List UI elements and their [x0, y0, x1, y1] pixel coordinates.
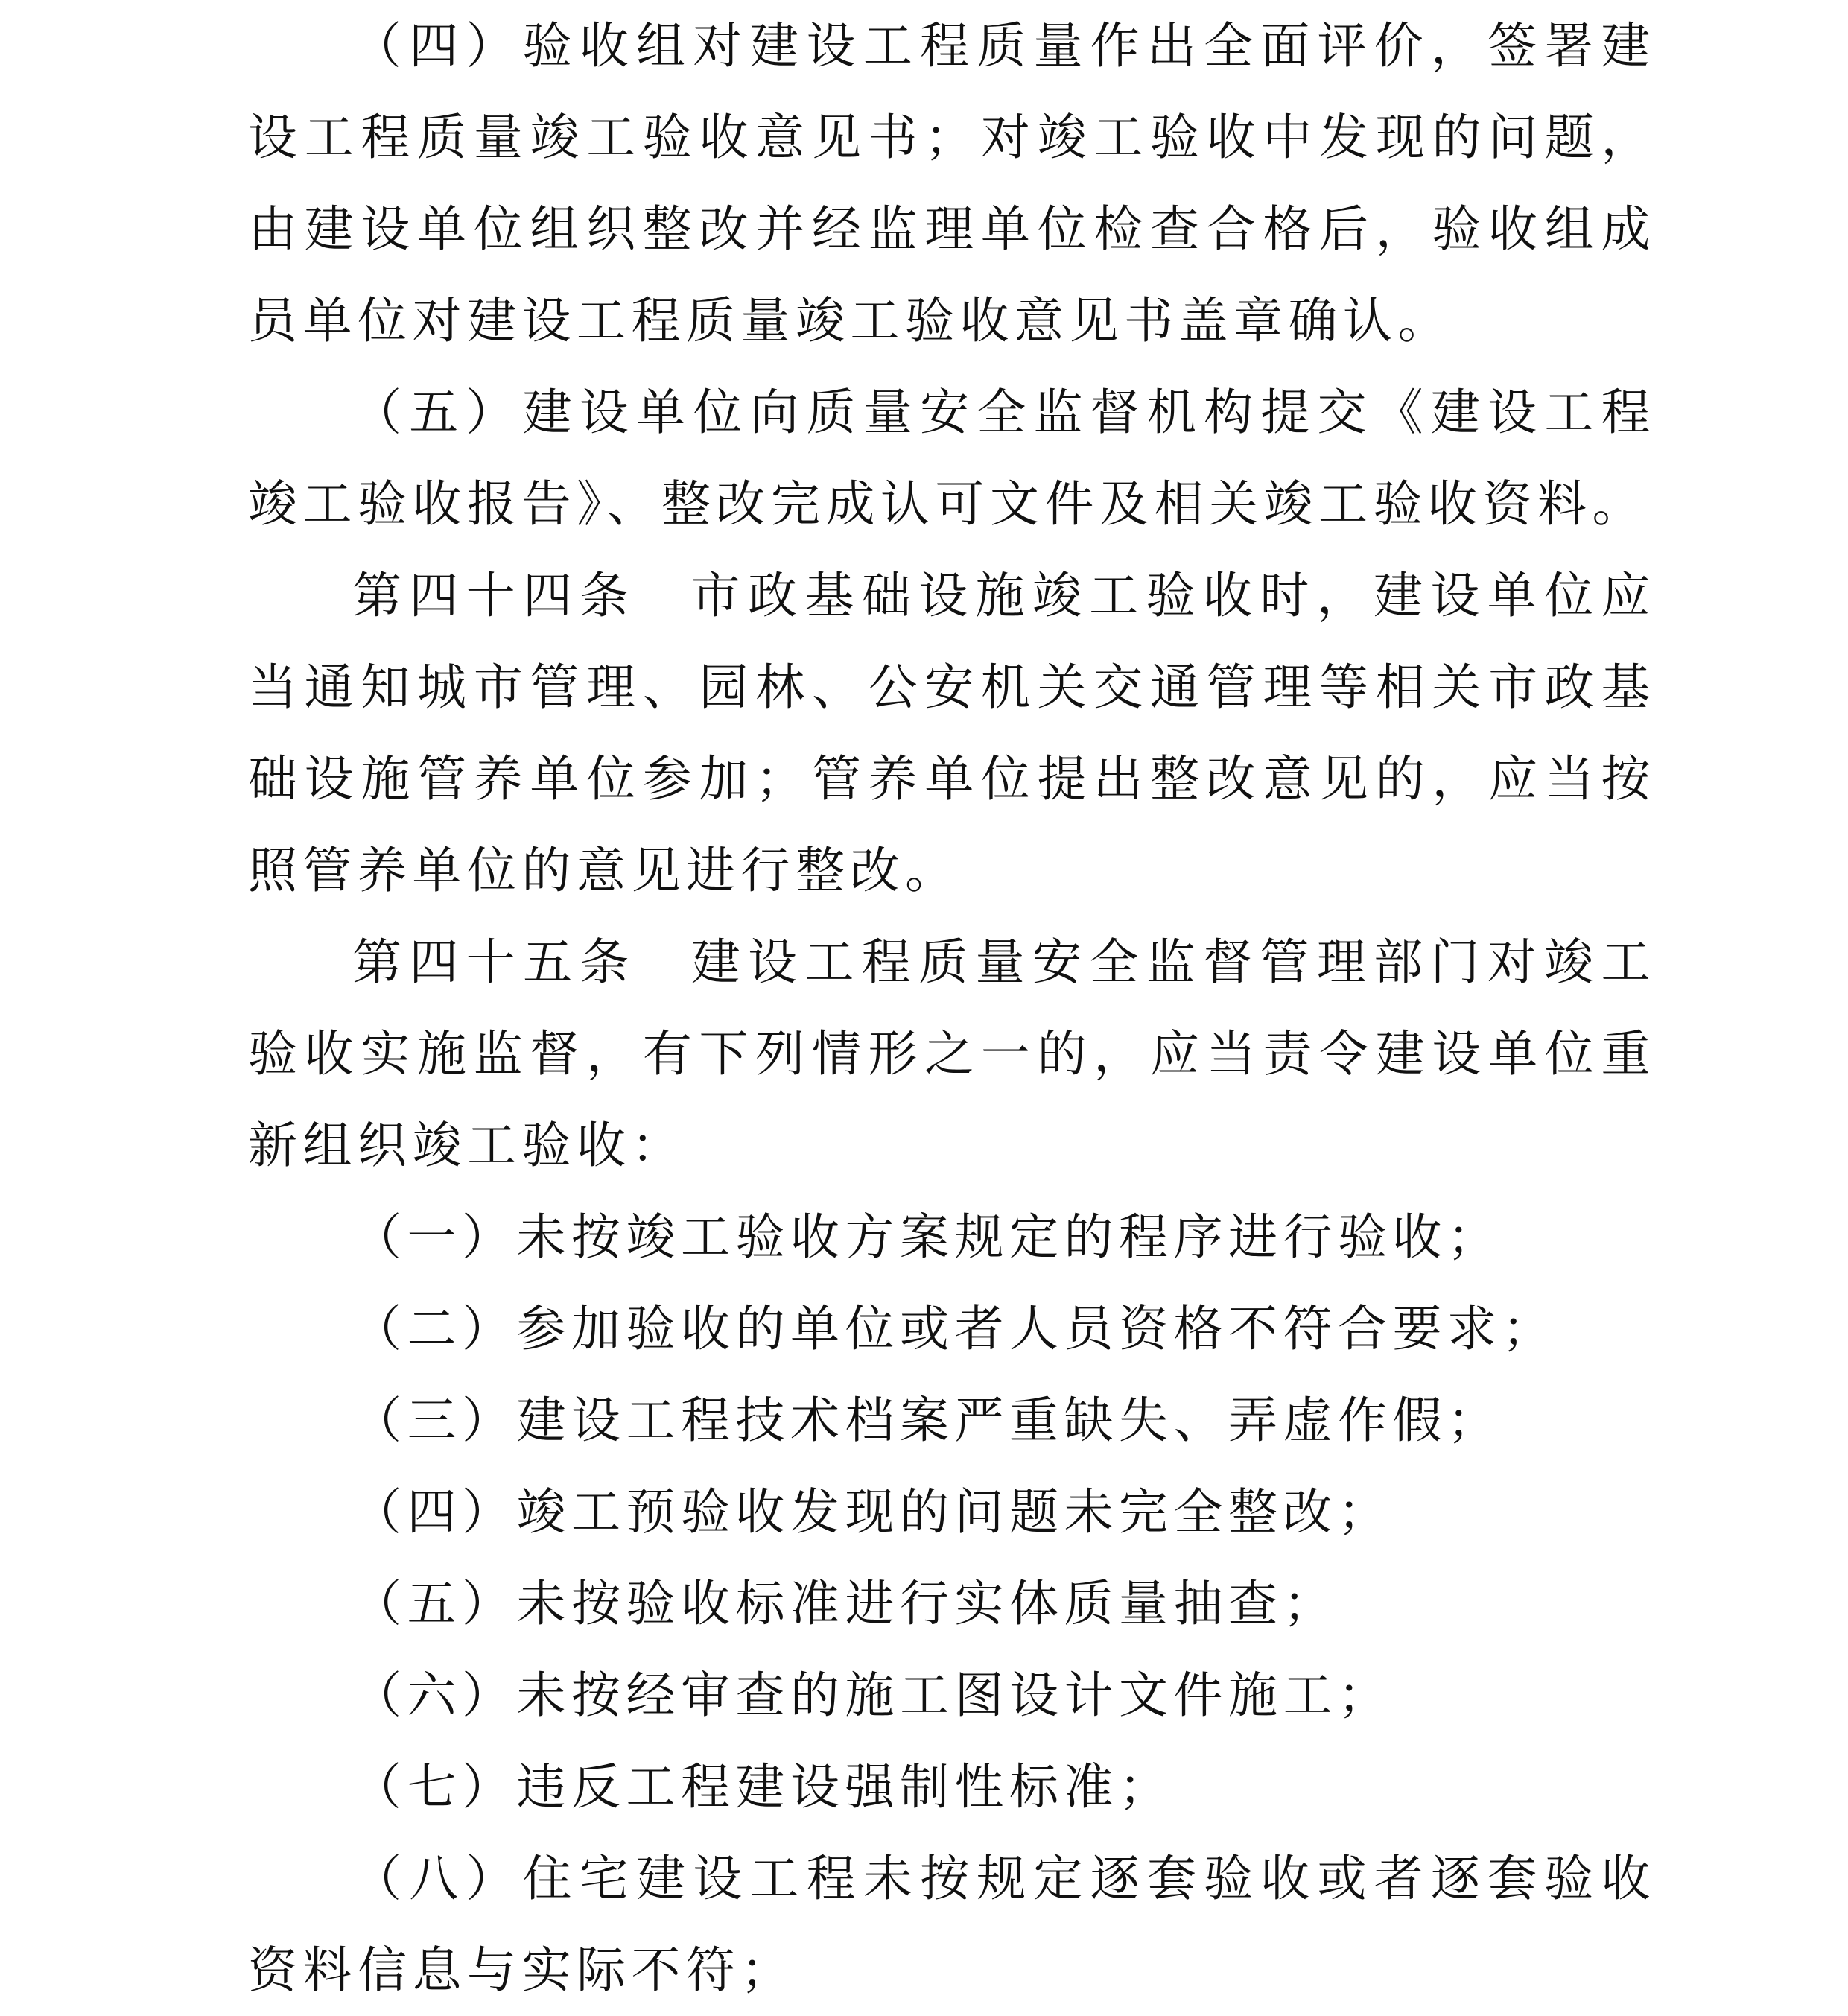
- article-44: [248, 550, 1656, 916]
- list-item-6: （六）未按经审查的施工图设计文件施工；: [352, 1667, 1393, 1724]
- list-item-3: （三）建设工程技术档案严重缺失、弄虚作假；: [352, 1392, 1502, 1449]
- list-item-7: （七）违反工程建设强制性标准；: [352, 1758, 1174, 1816]
- article-45: [248, 916, 1656, 1191]
- list-item-5: （五）未按验收标准进行实体质量抽查；: [352, 1575, 1338, 1632]
- paragraph-item-5: （五）建设单位向质量安全监督机构提交《建设工程竣工验收报告》、整改完成认可文件及相关竣工验收资料。: [248, 384, 1656, 533]
- list-item-4: （四）竣工预验收发现的问题未完全整改；: [352, 1483, 1393, 1541]
- list-item-8: （八）住宅建设工程未按规定逐套验收或者逐套验收资料信息与实际不符；: [248, 1850, 1656, 1999]
- list-item-1: （一）未按竣工验收方案规定的程序进行验收；: [352, 1208, 1502, 1266]
- article-45-number: 第四十五条: [352, 933, 637, 991]
- article-45-text: 建设工程质量安全监督管理部门对竣工验收实施监督，有下列情形之一的，应当责令建设单位重新组织竣工验收：: [248, 933, 1657, 1174]
- article-44-number: 第四十四条: [352, 567, 637, 624]
- document-body: [248, 0, 1656, 2016]
- list-item-2: （二）参加验收的单位或者人员资格不符合要求；: [352, 1300, 1557, 1357]
- paragraph-item-4: （四）验收组对建设工程质量作出全面评价，签署建设工程质量竣工验收意见书；对竣工验收中发现的问题，由建设单位组织整改并经监理单位检查合格后，验收组成员单位对建设工程质量竣工验收意见书盖章确认。: [248, 17, 1656, 349]
- article-44-text: 市政基础设施竣工验收时，建设单位应当通知城市管理、园林、公安机关交通管理等相关市政基础设施管养单位参加；管养单位提出整改意见的，应当按照管养单位的意见进行整改。: [248, 567, 1657, 899]
